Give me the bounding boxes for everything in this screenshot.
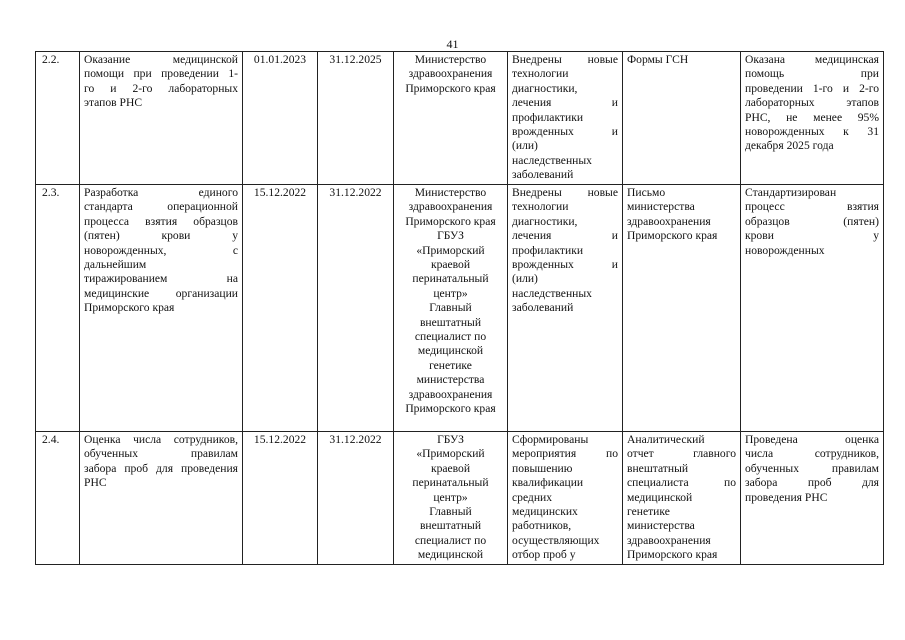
cell-line: Стандартизирован: [745, 186, 837, 199]
result-cell: [508, 185, 623, 432]
cell-line: Главный: [429, 301, 472, 315]
cell-line: новорожденных к 31: [745, 125, 879, 139]
cell-line: здравоохранения: [627, 214, 711, 228]
cell-line: внештатный: [627, 461, 689, 475]
cell-line: (пятен) крови у: [84, 229, 238, 243]
row-number-cell: [36, 52, 80, 185]
cell-line: лабораторных этапов: [745, 96, 879, 110]
cell-line: заболеваний: [512, 168, 574, 182]
cell-line: министерства: [627, 200, 695, 214]
cell-line: здравоохранения: [408, 67, 493, 81]
cell-line: перинатальный: [412, 476, 489, 490]
cell-line: забора проб для проведения: [84, 461, 238, 475]
cell-line: помощь при: [745, 67, 879, 81]
result-cell: [508, 432, 623, 565]
table-row: [36, 185, 884, 432]
cell-line: врожденных и: [512, 258, 618, 272]
cell-line: новорожденных, с: [84, 243, 238, 257]
cell-line: специалист по: [414, 533, 487, 547]
cell-line: медицинских: [512, 505, 578, 519]
cell-line: Приморского края: [405, 214, 496, 228]
cell-line: ГБУЗ: [437, 229, 464, 243]
cell-line: го и 2-го лабораторных: [84, 81, 238, 95]
table-row: [36, 52, 884, 185]
cell-line: специалиста по: [627, 476, 736, 490]
cell-line: забора проб для: [745, 476, 879, 490]
cell-line: «Приморский: [416, 447, 485, 461]
cell-line: Приморского края: [84, 301, 175, 315]
cell-line: процесс взятия: [745, 200, 879, 214]
start-date: 01.01.2023: [253, 53, 307, 66]
cell-line: Письмо: [627, 186, 666, 199]
cell-line: декабря 2025 года: [745, 139, 834, 153]
cell-line: технологии: [512, 200, 569, 214]
row-number: 2.2.: [42, 53, 60, 66]
cell-line: краевой: [430, 461, 471, 475]
cell-line: работников,: [512, 519, 572, 533]
cell-line: Приморского края: [405, 402, 496, 416]
end-date: 31.12.2025: [329, 53, 382, 66]
task-cell: [80, 52, 243, 185]
indicator-cell: [741, 185, 884, 432]
cell-line: проведения РНС: [745, 490, 828, 504]
responsible-cell: [394, 432, 508, 565]
cell-line: тиражированием на: [84, 272, 238, 286]
cell-line: отбор проб у: [512, 548, 576, 562]
cell-line: Оказание медицинской: [84, 53, 238, 66]
cell-line: врожденных и: [512, 125, 618, 139]
cell-line: профилактики: [512, 110, 584, 124]
cell-line: помощи при проведении 1-: [84, 67, 238, 81]
cell-line: лечения и: [512, 229, 618, 243]
cell-line: генетике: [627, 505, 670, 519]
cell-line: Проведена оценка: [745, 433, 879, 446]
cell-line: (или): [512, 272, 538, 286]
responsible-cell: [394, 185, 508, 432]
cell-line: здравоохранения: [408, 200, 493, 214]
row-number-cell: [36, 185, 80, 432]
cell-line: Министерство: [414, 53, 487, 66]
cell-line: лечения и: [512, 96, 618, 110]
cell-line: перинатальный: [412, 272, 489, 286]
cell-line: проведении 1-го и 2-го: [745, 81, 879, 95]
cell-line: повышению: [512, 461, 573, 475]
start-date: 15.12.2022: [253, 433, 307, 446]
end-date-cell: [318, 432, 394, 565]
cell-line: новорожденных: [745, 243, 825, 257]
end-date-cell: [318, 52, 394, 185]
cell-line: наследственных: [512, 286, 592, 300]
cell-line: медицинские организации: [84, 286, 238, 300]
cell-line: Приморского края: [405, 81, 496, 95]
cell-line: Приморского края: [627, 229, 718, 243]
cell-line: специалист по: [414, 330, 487, 344]
table-body: [36, 52, 884, 565]
cell-line: центр»: [433, 286, 468, 300]
reporting-cell: [623, 52, 741, 185]
cell-line: квалификации: [512, 476, 584, 490]
cell-line: «Приморский: [416, 243, 485, 257]
cell-line: министерства: [627, 519, 695, 533]
cell-line: мероприятия по: [512, 447, 618, 461]
table-row: [36, 432, 884, 565]
page-number: 41: [446, 37, 459, 51]
activities-table: [35, 51, 884, 565]
start-date-cell: [243, 185, 318, 432]
row-number: 2.3.: [42, 186, 60, 199]
cell-line: профилактики: [512, 243, 584, 257]
cell-line: РНС, не менее 95%: [745, 110, 879, 124]
cell-line: диагностики,: [512, 214, 578, 228]
cell-line: наследственных: [512, 153, 592, 167]
cell-line: министерства: [416, 373, 485, 387]
start-date: 15.12.2022: [253, 186, 307, 199]
end-date: 31.12.2022: [329, 433, 382, 446]
cell-line: Аналитический: [627, 433, 705, 446]
cell-line: Сформированы: [512, 433, 589, 446]
cell-line: диагностики,: [512, 81, 578, 95]
cell-line: генетике: [429, 358, 472, 372]
start-date-cell: [243, 432, 318, 565]
row-number: 2.4.: [42, 433, 60, 446]
cell-line: стандарта операционной: [84, 200, 238, 214]
cell-line: крови у: [745, 229, 879, 243]
reporting-cell: [623, 185, 741, 432]
cell-line: здравоохранения: [408, 387, 493, 401]
cell-line: дальнейшим: [84, 258, 147, 272]
row-number-cell: [36, 432, 80, 565]
cell-line: Внедрены новые: [512, 53, 618, 66]
cell-line: ГБУЗ: [437, 433, 464, 446]
cell-line: внештатный: [419, 315, 482, 329]
cell-line: Формы ГСН: [627, 53, 689, 66]
cell-line: отчет главного: [627, 447, 736, 461]
cell-line: внештатный: [419, 519, 482, 533]
cell-line: (или): [512, 139, 538, 153]
cell-line: здравоохранения: [627, 533, 711, 547]
task-cell: [80, 432, 243, 565]
cell-line: медицинской: [627, 490, 693, 504]
reporting-cell: [623, 432, 741, 565]
cell-line: числа сотрудников,: [745, 447, 879, 461]
cell-line: образцов (пятен): [745, 214, 879, 228]
cell-line: осуществляющих: [512, 533, 600, 547]
cell-line: Внедрены новые: [512, 186, 618, 199]
cell-line: этапов РНС: [84, 96, 143, 110]
end-date-cell: [318, 185, 394, 432]
cell-line: медицинской: [417, 548, 484, 562]
cell-line: Оценка числа сотрудников,: [84, 433, 238, 446]
cell-line: средних: [512, 490, 553, 504]
indicator-cell: [741, 52, 884, 185]
cell-line: заболеваний: [512, 301, 574, 315]
cell-line: технологии: [512, 67, 569, 81]
responsible-cell: [394, 52, 508, 185]
cell-line: краевой: [430, 258, 471, 272]
cell-line: процесса взятия образцов: [84, 214, 238, 228]
result-cell: [508, 52, 623, 185]
cell-line: Оказана медицинская: [745, 53, 879, 66]
cell-line: Разработка единого: [84, 186, 238, 199]
cell-line: обученных правилам: [745, 461, 879, 475]
indicator-cell: [741, 432, 884, 565]
start-date-cell: [243, 52, 318, 185]
cell-line: центр»: [433, 490, 468, 504]
cell-line: Приморского края: [627, 548, 718, 562]
end-date: 31.12.2022: [329, 186, 382, 199]
task-cell: [80, 185, 243, 432]
cell-line: обученных правилам: [84, 447, 238, 461]
cell-line: Министерство: [414, 186, 487, 199]
cell-line: Главный: [429, 505, 472, 519]
cell-line: медицинской: [417, 344, 484, 358]
cell-line: РНС: [84, 476, 107, 490]
